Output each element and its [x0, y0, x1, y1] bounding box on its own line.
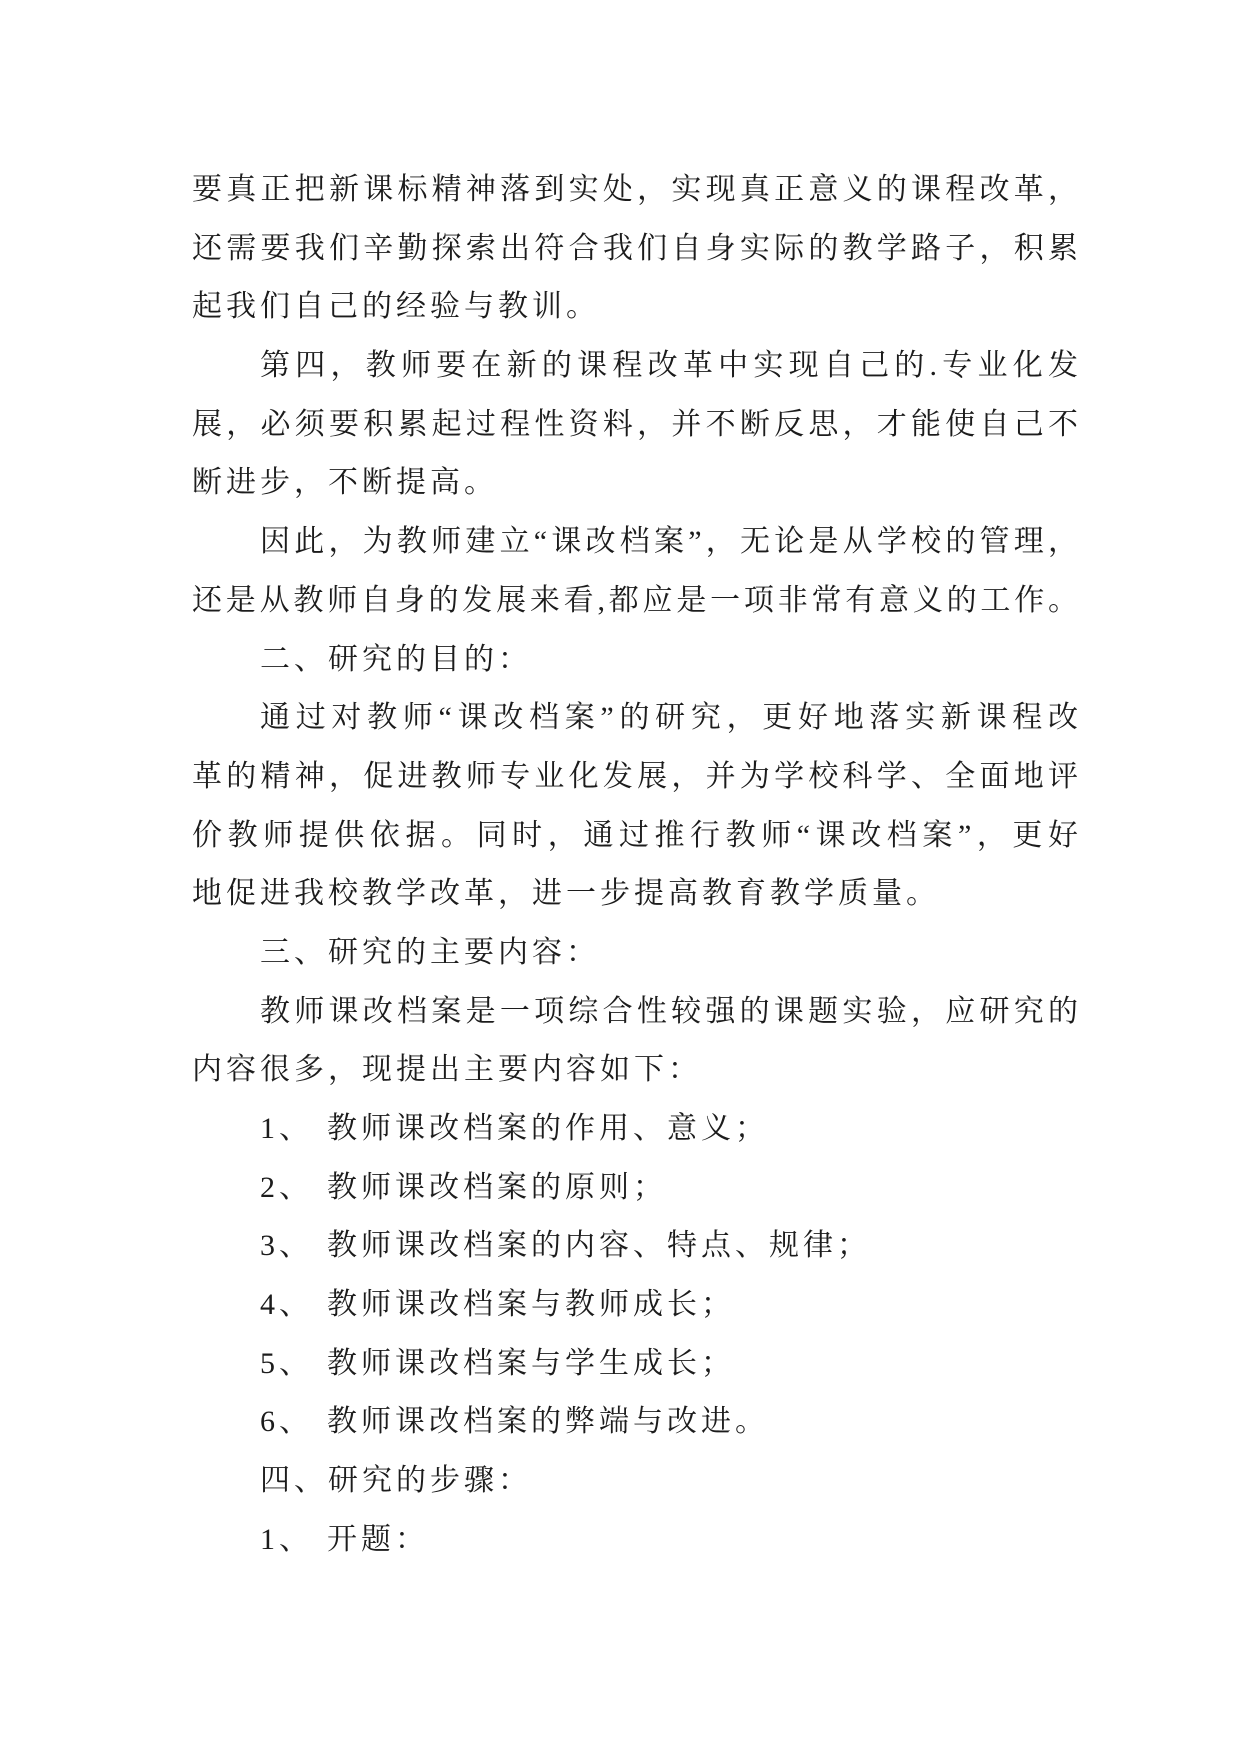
list-text: 教师课改档案与学生成长；: [327, 1346, 735, 1380]
list-item: [192, 1217, 1078, 1276]
list-item: [192, 1393, 1078, 1452]
list-text: 教师课改档案的弊端与改进。: [327, 1405, 769, 1439]
list-item: [192, 1100, 1078, 1159]
list-text: 开题：: [327, 1522, 429, 1556]
list-text: 教师课改档案与教师成长；: [327, 1288, 735, 1322]
body-text-line: 革的精神，促进教师专业化发展，并为学校科学、全面地评: [192, 759, 1078, 793]
list-number: 6、: [260, 1405, 313, 1439]
list-text: 教师课改档案的作用、意义；: [327, 1112, 769, 1145]
body-text-line: 教师课改档案是一项综合性较强的课题实验，应研究的: [260, 994, 1078, 1028]
body-text-line: 地促进我校教学改革，进一步提高教育教学质量。: [192, 877, 940, 911]
body-text-line: 因此，为教师建立“课改档案”，无论是从学校的管理，: [260, 525, 1078, 559]
section-heading: 四、研究的步骤：: [260, 1464, 532, 1498]
list-number: 3、: [260, 1229, 313, 1263]
list-text: 教师课改档案的原则；: [327, 1170, 667, 1204]
section-heading: 二、研究的目的：: [260, 642, 532, 676]
body-text: [192, 161, 1078, 1570]
list-item: [192, 1159, 1078, 1218]
list-number: 1、: [260, 1522, 313, 1556]
body-text-line: 断进步，不断提高。: [192, 466, 498, 500]
list-item: [192, 1511, 1078, 1570]
body-text-line: 价教师提供依据。同时，通过推行教师“课改档案”，更好: [192, 818, 1078, 852]
list-number: 2、: [260, 1170, 313, 1204]
list-item: [192, 1335, 1078, 1394]
section-heading: 三、研究的主要内容：: [260, 935, 600, 969]
list-text: 教师课改档案的内容、特点、规律；: [327, 1229, 871, 1263]
body-text-line: 要真正把新课标精神落到实处，实现真正意义的课程改革，: [192, 173, 1078, 206]
body-text-line: 起我们自己的经验与教训。: [192, 290, 600, 324]
body-text-line: 内容很多，现提出主要内容如下：: [192, 1053, 702, 1087]
list-item: [192, 1276, 1078, 1335]
body-text-line: 通过对教师“课改档案”的研究，更好地落实新课程改: [260, 701, 1078, 735]
body-text-line: 展，必须要积累起过程性资料，并不断反思，才能使自己不: [192, 407, 1078, 441]
body-text-line: 还需要我们辛勤探索出符合我们自身实际的教学路子，积累: [192, 231, 1078, 265]
list-number: 5、: [260, 1346, 313, 1380]
body-text-line: 第四，教师要在新的课程改革中实现自己的.专业化发: [260, 349, 1078, 383]
list-number: 4、: [260, 1288, 313, 1322]
body-text-line: 还是从教师自身的发展来看,都应是一项非常有意义的工作。: [192, 583, 1078, 617]
list-number: 1、: [260, 1112, 313, 1145]
